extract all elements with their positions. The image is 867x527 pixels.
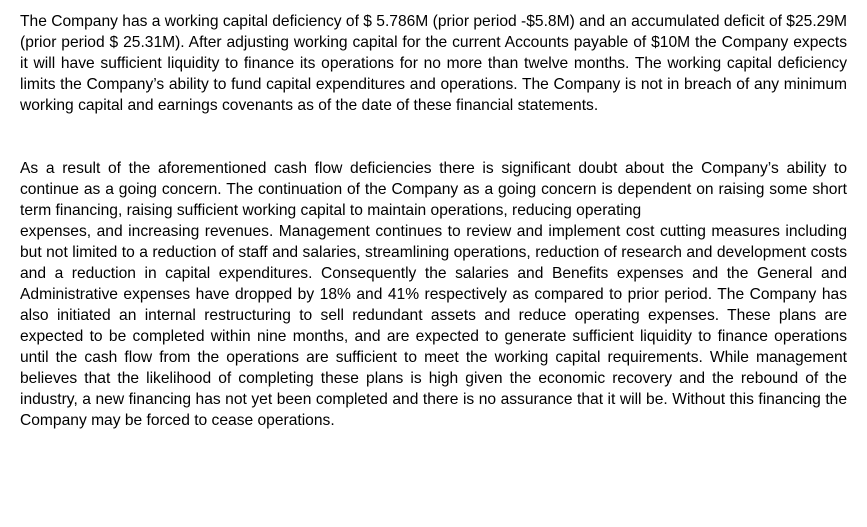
- paragraph-going-concern: As a result of the aforementioned cash flow deficiencies there is significant doubt about the Company’s ability to continue as a going concern. The continuation of the Company as a going concern is dependent on raising some short term financing, raising sufficient working capital to maintain operations, reducing operating: [20, 160, 847, 219]
- paragraph-going-concern-continued: expenses, and increasing revenues. Management continues to review and implement cost cutting measures including but not limited to a reduction of staff and salaries, streamlining operations, reduction of research and development costs and a reduction in capital expenditures. Consequently the salaries and Benefits expenses and the General and Administrative expenses have dropped by 18% and 41% respectively as compared to prior period. The Company has also initiated an internal restructuring to sell redundant assets and reduce operating expenses. These plans are expected to be completed within nine months, and are expected to generate sufficient liquidity to finance operations until the cash flow from the operations are sufficient to meet the working capital requirements. While management believes that the likelihood of completing these plans is high given the economic recovery and the rebound of the industry, a new financing has not yet been completed and there is no assurance that it will be. Without this financing the Company may be forced to cease operations.: [20, 223, 847, 429]
- paragraph-working-capital: The Company has a working capital deficiency of $ 5.786M (prior period -$5.8M) and an accumulated deficit of $25.29M (prior period $ 25.31M). After adjusting working capital for the current Accounts payable of $10M the Company expects it will have sufficient liquidity to finance its operations for no more than twelve months. The working capital deficiency limits the Company’s ability to fund capital expenditures and operations. The Company is not in breach of any minimum working capital and earnings covenants as of the date of these financial statements.: [20, 13, 847, 114]
- document-page: [20, 11, 847, 431]
- paragraph-spacer: [20, 116, 847, 158]
